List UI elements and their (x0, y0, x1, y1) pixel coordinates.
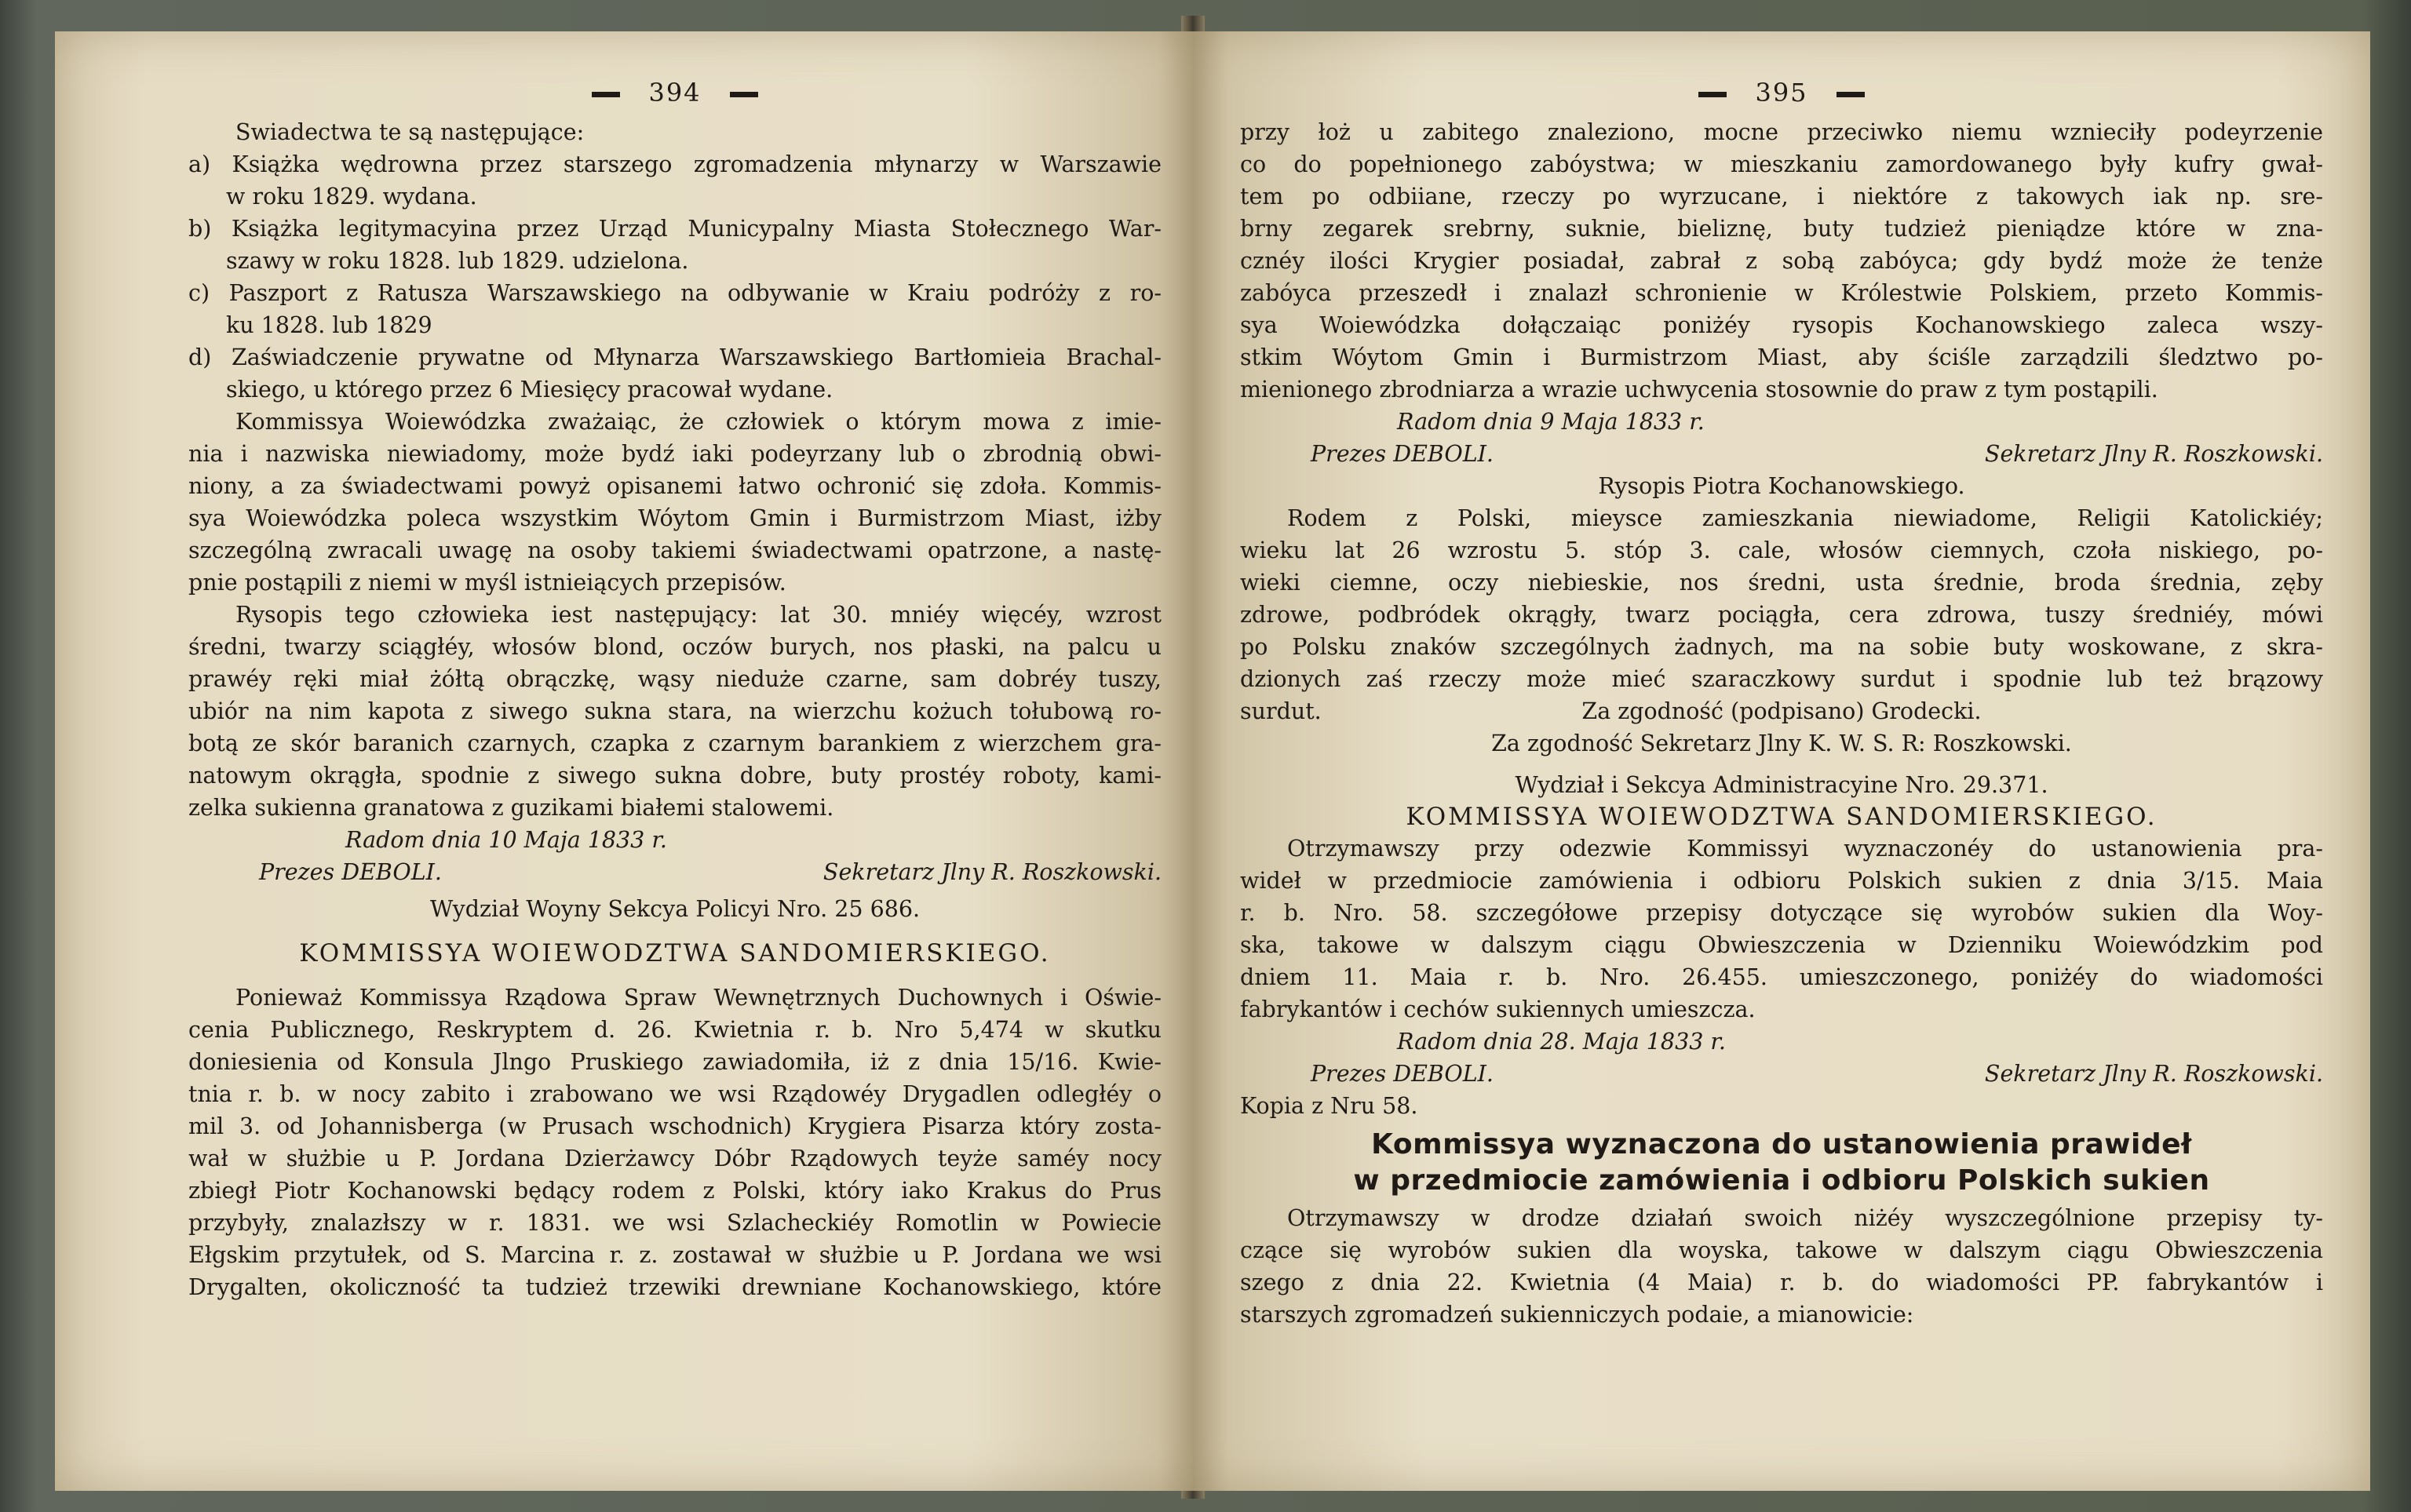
date-line: Radom dnia 10 Maja 1833 r. (345, 827, 667, 853)
left-page-header (188, 69, 1162, 116)
text-line: cznéy ilości Krygier posiadał, zabrał z sobą zabóyca; gdy bydź może że tenże (1240, 248, 2323, 274)
text-line: natowym okrągła, spodnie z siwego sukna dobre, buty prostéy roboty, kami- (188, 763, 1162, 789)
commission-heading-line-2: w przedmiocie zamówienia i odbioru Polskich sukien (1353, 1164, 2210, 1197)
text-line: prawéy ręki miał żółtą obrączkę, wąsy nieduże czarne, sam dobréy tuszy, (188, 666, 1162, 692)
rysopis-title: Rysopis Piotra Kochanowskiego. (1598, 473, 1965, 499)
page-number: 394 (648, 78, 702, 107)
text-line: przybyły, znalazłszy w r. 1831. we wsi Szlacheckiéy Romotlin w Powiecie (188, 1210, 1162, 1236)
text-line: Swiadectwa te są następujące: (235, 119, 585, 145)
text-line: zdrowe, podbródek okrągły, twarz pociągła, cera zdrowa, tuszy średniéy, mówi (1240, 602, 2323, 628)
right-page-header (1240, 69, 2323, 116)
header-dash (730, 92, 758, 97)
text-line: Ponieważ Kommissya Rządowa Spraw Wewnętrznych Duchownych i Oświe- (235, 985, 1162, 1011)
text-line: szczególną zwracali uwagę na osoby takiemi świadectwami opatrzone, a nastę- (188, 537, 1162, 563)
text-line: wieku lat 26 wzrostu 5. stóp 3. cale, włosów ciemnych, czoła niskiego, po- (1240, 537, 2323, 563)
text-line: c) Paszport z Ratusza Warszawskiego na odbywanie w Kraiu podróży z ro- (188, 280, 1162, 306)
text-line: przy łoż u zabitego znaleziono, mocne przeciwko niemu wznieciły podeyrzenie (1240, 119, 2323, 145)
text-line: Kommissya Woiewódzka zważaiąc, że człowiek o którym mowa z imie- (235, 409, 1162, 435)
text-line: niony, a za świadectwami powyż opisanemi łatwo ochronić się zdoła. Kommis- (188, 473, 1162, 499)
text-line: nia i nazwiska niewiadomy, może bydź iaki podeyrzany lub o zbrodnią obwi- (188, 441, 1162, 467)
text-line: skiego, u którego przez 6 Miesięcy pracował wydane. (226, 377, 833, 403)
text-line: brny zegarek srebrny, suknie, bieliznę, buty tudzież pieniądze które w zna- (1240, 216, 2323, 242)
text-line: ubiór na nim kapota z siwego sukna stara, na wierzchu kożuch tołubową ro- (188, 698, 1162, 724)
right-text-block-d (1240, 1202, 2323, 1331)
text-line: mienionego zbrodniarza a wrazie uchwycenia stosownie do praw z tym postąpili. (1240, 377, 2158, 403)
text-line: średni, twarzy sciągłéy, włosów blond, oczów burych, nos płaski, na palcu u (188, 634, 1162, 660)
text-line: starszych zgromadzeń sukienniczych podaie, a mianowicie: (1240, 1302, 1914, 1328)
text-line: dzionych zaś rzeczy może mieć szaraczkowy surdut i spodnie lub też brązowy (1240, 666, 2323, 692)
text-line: wideł w przedmiocie zamówienia i odbioru Polskich sukien z dnia 3/15. Maia (1240, 868, 2323, 894)
text-line: mil 3. od Johannisberga (w Prusach wschodnich) Krygiera Pisarza który zosta- (188, 1113, 1162, 1139)
text-line: szego z dnia 22. Kwietnia (4 Maia) r. b. do wiadomości PP. fabrykantów i (1240, 1270, 2323, 1295)
text-line: w roku 1829. wydana. (226, 184, 477, 209)
right-text-block-a (1240, 116, 2323, 801)
text-line: wał w służbie u P. Jordana Dzierżawcy Dóbr Rządowych teyże saméy nocy (188, 1146, 1162, 1171)
page-number: 395 (1755, 78, 1808, 107)
text-line: Drygalten, okoliczność ta tudzież trzewiki drewniane Kochanowskiego, które (188, 1274, 1162, 1300)
header-dash (1837, 92, 1865, 97)
text-line: zabóyca przeszedł i znalazł schronienie w Królestwie Polskiem, przeto Kommis- (1240, 280, 2323, 306)
text-line: sya Woiewódzka poleca wszystkim Wóytom Gmin i Burmistrzom Miast, iżby (188, 505, 1162, 531)
text-line: cenia Publicznego, Reskryptem d. 26. Kwietnia r. b. Nro 5,474 w skutku (188, 1017, 1162, 1043)
left-text-block-b (188, 982, 1162, 1303)
text-line: czące się wyrobów sukien dla woyska, takowe w dalszym ciągu Obwieszczenia (1240, 1237, 2323, 1263)
department-line: Wydział Woyny Sekcya Policyi Nro. 25 686. (429, 896, 921, 922)
department-line: Wydział i Sekcya Administracyine Nro. 29.371. (1515, 772, 2048, 798)
president-signature: Prezes DEBOLI. (1311, 1061, 1494, 1087)
text-line: Rodem z Polski, mieysce zamieszkania niewiadome, Religii Katolickiéy; (1287, 505, 2323, 531)
president-signature: Prezes DEBOLI. (1311, 441, 1494, 467)
header-dash (1698, 92, 1727, 97)
right-page (1193, 31, 2370, 1491)
copy-reference: Kopia z Nru 58. (1240, 1093, 1418, 1119)
text-line: surdut. (1240, 698, 1322, 724)
signature-line (1240, 1058, 2323, 1090)
text-line: Ełgskim przytułek, od S. Marcina r. z. zostawał w służbie u P. Jordana we wsi (188, 1242, 1162, 1268)
text-line: fabrykantów i cechów sukiennych umieszcza. (1240, 996, 1756, 1022)
text-line: zbiegł Piotr Kochanowski będący rodem z Polski, który iako Krakus do Prus (188, 1178, 1162, 1204)
signature-line (1240, 438, 2323, 470)
text-line: po Polsku znaków szczególnych żadnych, ma na sobie buty woskowane, z skra- (1240, 634, 2323, 660)
text-line: d) Zaświadczenie prywatne od Młynarza Warszawskiego Bartłomieia Brachal- (188, 344, 1162, 370)
text-line: tnia r. b. w nocy zabito i zrabowano we wsi Rządowéy Drygadlen odległéy o (188, 1081, 1162, 1107)
secretary-signature: Sekretarz Jlny R. Roszkowski. (1984, 1061, 2323, 1087)
text-line: tem po odbiiane, rzeczy po wyrzucane, i niektóre z takowych iak np. sre- (1240, 184, 2323, 209)
text-line: ska, takowe w dalszym ciągu Obwieszczenia w Dzienniku Woiewódzkim pod (1240, 932, 2323, 958)
left-page (55, 31, 1193, 1491)
text-line: sya Woiewódzka dołączaiąc poniżéy rysopis Kochanowskiego zaleca wszy- (1240, 312, 2323, 338)
text-line: doniesienia od Konsula Jlngo Pruskiego zawiadomiła, iż z dnia 15/16. Kwie- (188, 1049, 1162, 1075)
text-line: szawy w roku 1828. lub 1829. udzielona. (226, 248, 689, 274)
text-line: b) Książka legitymacyina przez Urząd Municypalny Miasta Stołecznego War- (188, 216, 1162, 242)
text-line: Otrzymawszy w drodze działań swoich niżéy wyszczególnione przepisy ty- (1287, 1205, 2323, 1231)
text-line: Otrzymawszy przy odezwie Kommissyi wyznaczonéy do ustanowienia pra- (1287, 836, 2323, 862)
text-line: zelka sukienna granatowa z guzikami białemi stalowemi. (188, 795, 834, 821)
text-line: botą ze skór baranich czarnych, czapka z czarnym barankiem z wierzchem gra- (188, 730, 1162, 756)
text-line: pnie postąpili z niemi w myśl istnieiących przepisów. (188, 570, 786, 596)
president-signature: Prezes DEBOLI. (259, 859, 442, 885)
commission-heading-line-1: Kommissya wyznaczona do ustanowienia prawideł (1371, 1128, 2192, 1160)
conformity-line: Za zgodność (podpisano) Grodecki. (1581, 698, 1982, 724)
date-line: Radom dnia 28. Maja 1833 r. (1397, 1029, 1726, 1055)
conformity-line: Za zgodność Sekretarz Jlny K. W. S. R: Roszkowski. (1491, 730, 2072, 756)
commission-title: KOMMISSYA WOIEWODZTWA SANDOMIERSKIEGO. (299, 939, 1051, 967)
right-text-block-c (1240, 833, 2323, 1122)
left-text-block-a (188, 116, 1162, 925)
text-line: wieki ciemne, oczy niebieskie, nos średni, usta średnie, broda średnia, zęby (1240, 570, 2323, 596)
text-line: dniem 11. Maia r. b. Nro. 26.455. umieszczonego, poniżéy do wiadomości (1240, 964, 2323, 990)
text-line: ku 1828. lub 1829 (226, 312, 432, 338)
text-line: a) Książka wędrowna przez starszego zgromadzenia młynarzy w Warszawie (188, 151, 1162, 177)
secretary-signature: Sekretarz Jlny R. Roszkowski. (823, 859, 1162, 885)
date-line: Radom dnia 9 Maja 1833 r. (1397, 409, 1705, 435)
secretary-signature: Sekretarz Jlny R. Roszkowski. (1984, 441, 2323, 467)
text-line: co do popełnionego zabóystwa; w mieszkaniu zamordowanego były kufry gwał- (1240, 151, 2323, 177)
text-line: stkim Wóytom Gmin i Burmistrzom Miast, aby ściśle zarządzili śledztwo po- (1240, 344, 2323, 370)
text-line: Rysopis tego człowieka iest następujący: lat 30. mniéy więcéy, wzrost (235, 602, 1162, 628)
commission-title: KOMMISSYA WOIEWODZTWA SANDOMIERSKIEGO. (1406, 803, 2157, 831)
header-dash (592, 92, 620, 97)
signature-line (188, 856, 1162, 888)
text-line: r. b. Nro. 58. szczegółowe przepisy dotyczące się wyrobów sukien dla Woy- (1240, 900, 2323, 926)
